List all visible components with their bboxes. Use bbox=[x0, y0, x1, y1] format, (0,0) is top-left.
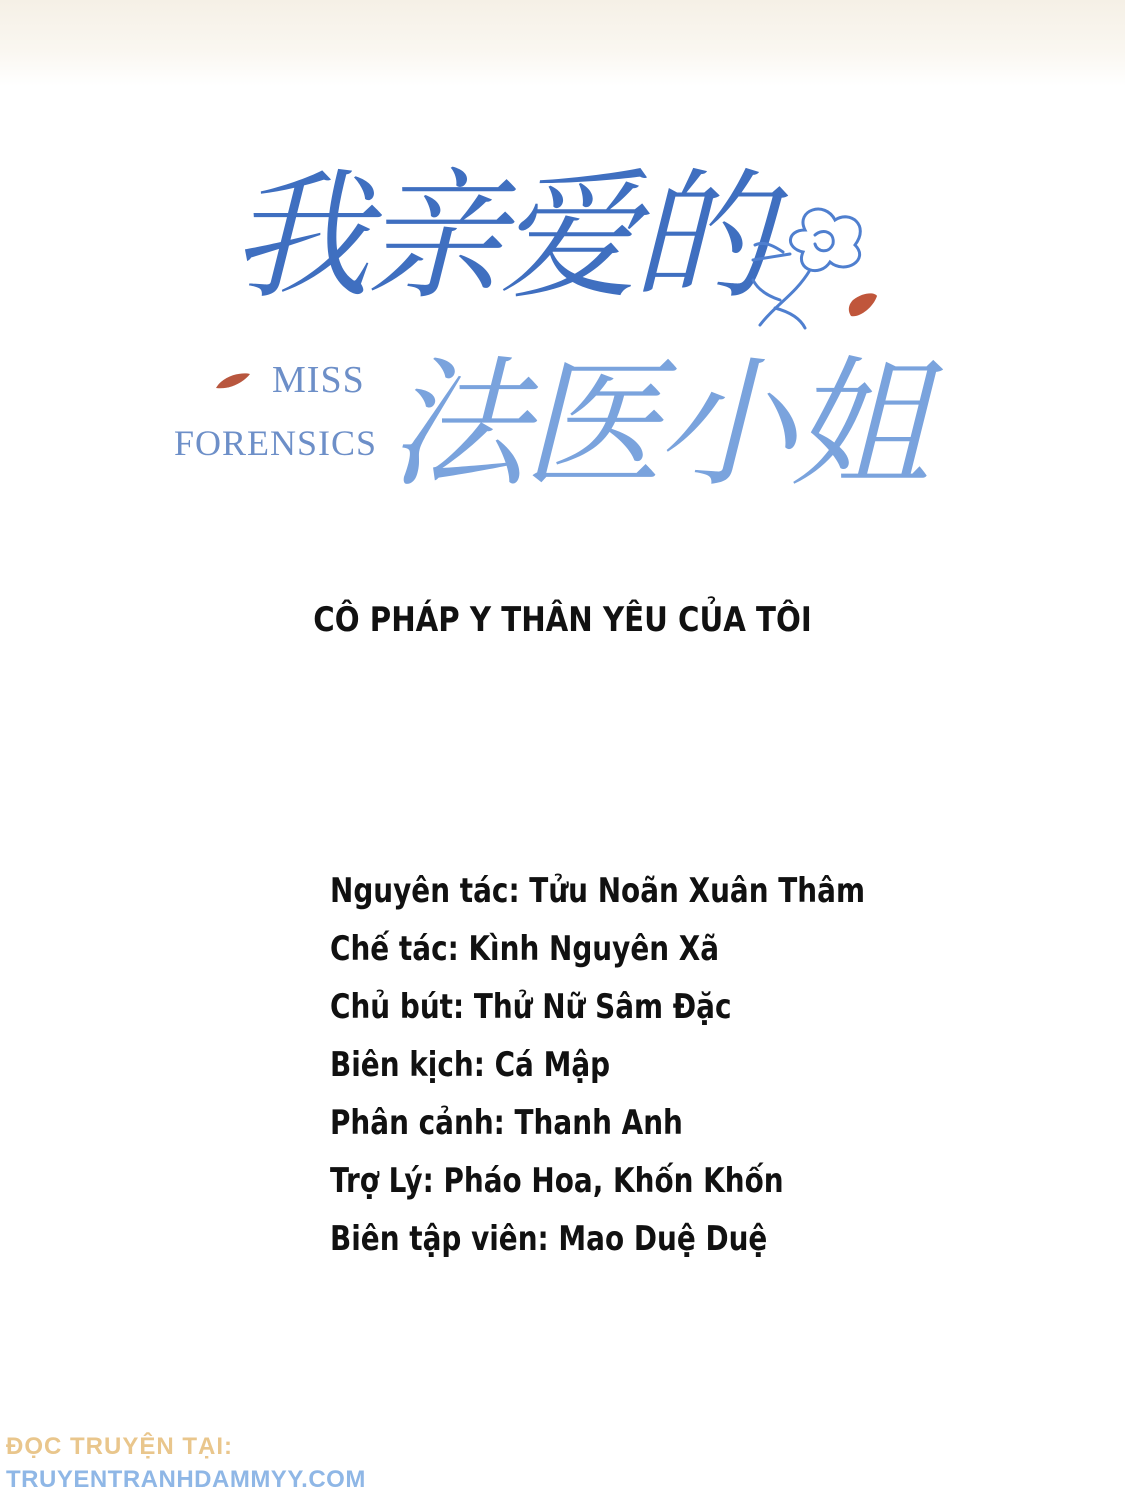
credits-list bbox=[330, 862, 1030, 1268]
logo-chinese-line-1: 我亲爱的 bbox=[230, 156, 767, 319]
logo-chinese-line-2: 法医小姐 bbox=[388, 344, 925, 507]
credit-production: Chế tác: Kình Nguyên Xã bbox=[330, 929, 720, 969]
rose-flower-icon bbox=[735, 200, 885, 340]
watermark-line-2: TRUYENTRANHDAMMYY.COM bbox=[6, 1466, 366, 1493]
top-image-strip bbox=[0, 0, 1125, 86]
credit-lead-artist: Chủ bút: Thử Nữ Sâm Đặc bbox=[330, 987, 732, 1027]
credit-assistants: Trợ Lý: Pháo Hoa, Khốn Khốn bbox=[330, 1161, 784, 1201]
credit-original-author: Nguyên tác: Tửu Noãn Xuân Thâm bbox=[330, 871, 866, 911]
petal-icon bbox=[214, 372, 252, 390]
logo-english-line-2: FORENSICS bbox=[174, 423, 378, 463]
page-title: CÔ PHÁP Y THÂN YÊU CỦA TÔI bbox=[313, 600, 812, 640]
credit-editor: Biên tập viên: Mao Duệ Duệ bbox=[330, 1219, 768, 1259]
credit-screenwriter: Biên kịch: Cá Mập bbox=[330, 1045, 611, 1085]
logo-english-line-1: MISS bbox=[272, 359, 365, 401]
series-logo bbox=[160, 156, 925, 540]
watermark-line-1: ĐỌC TRUYỆN TẠI: bbox=[6, 1433, 233, 1460]
credit-storyboard: Phân cảnh: Thanh Anh bbox=[330, 1103, 683, 1143]
site-watermark bbox=[6, 1432, 366, 1498]
